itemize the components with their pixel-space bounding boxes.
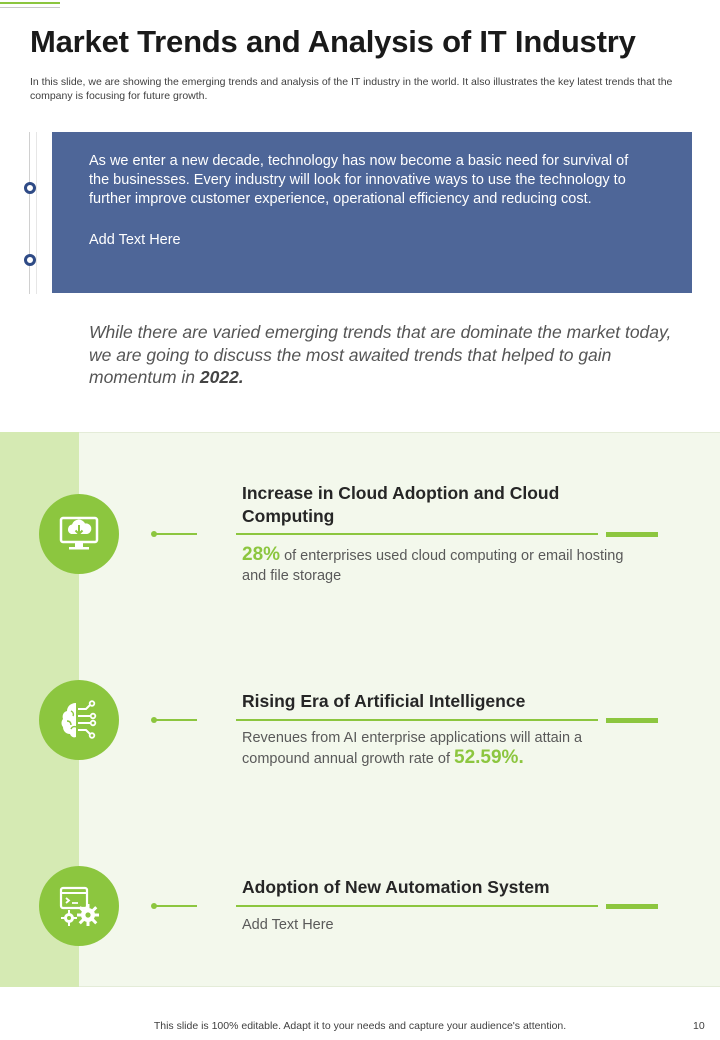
intro-text: As we enter a new decade, technology has now become a basic need for survival of the businesses. Every industry will look for innovative ways to use the technology to further improve customer experience, operational efficiency and reducing cost. bbox=[89, 153, 629, 207]
trend-title: Adoption of New Automation System bbox=[242, 877, 550, 897]
trend-connector bbox=[153, 719, 197, 721]
trend-title: Increase in Cloud Adoption and Cloud Computing bbox=[242, 483, 560, 526]
top-accent-rule-thin bbox=[0, 7, 60, 8]
trend-rule bbox=[236, 905, 598, 907]
cloud-computer-icon bbox=[39, 494, 119, 574]
top-accent-rule bbox=[0, 2, 60, 4]
timeline-dot bbox=[24, 182, 36, 194]
ai-brain-glyph bbox=[56, 697, 102, 743]
trend-description bbox=[242, 545, 642, 586]
trend-description[interactable]: Add Text Here bbox=[242, 917, 334, 933]
trend-rule-accent bbox=[606, 718, 658, 723]
trend-desc-text: of enterprises used cloud computing or email hosting and file storage bbox=[242, 548, 624, 584]
trend-rule-accent bbox=[606, 532, 658, 537]
trend-stat: 52.59% bbox=[454, 747, 519, 768]
quote-year: 2022. bbox=[199, 367, 244, 387]
quote-text bbox=[89, 321, 679, 389]
page-title: Market Trends and Analysis of IT Industry bbox=[30, 24, 636, 59]
timeline-line bbox=[29, 132, 30, 294]
quote-body: While there are varied emerging trends that are dominate the market today, we are going to discuss the most awaited trends that helped to gain momentum in bbox=[89, 322, 672, 387]
trend-stat: 28% bbox=[242, 544, 281, 565]
page-subtitle: In this slide, we are showing the emerging trends and analysis of the IT industry in the world. It also illustrates the key latest trends that the company is focusing for future growth. bbox=[30, 76, 673, 102]
intro-box bbox=[52, 132, 692, 293]
trend-rule-accent bbox=[606, 904, 658, 909]
trend-desc-text: Revenues from AI enterprise applications will attain a compound annual growth rate of bbox=[242, 730, 583, 767]
trend-rule bbox=[236, 719, 598, 721]
timeline-dot bbox=[24, 254, 36, 266]
footer-note: This slide is 100% editable. Adapt it to your needs and capture your audience's attention. bbox=[153, 1020, 567, 1032]
ai-brain-icon bbox=[39, 680, 119, 760]
automation-gears-icon bbox=[39, 866, 119, 946]
trend-description bbox=[242, 728, 642, 769]
intro-placeholder[interactable]: Add Text Here bbox=[89, 232, 181, 248]
trend-connector bbox=[153, 905, 197, 907]
cloud-computer-glyph bbox=[57, 512, 101, 556]
trend-title: Rising Era of Artificial Intelligence bbox=[242, 691, 526, 711]
trend-stat-suffix: . bbox=[518, 747, 524, 768]
timeline-line-secondary bbox=[36, 132, 37, 294]
page-number: 10 bbox=[693, 1020, 705, 1032]
trend-connector bbox=[153, 533, 197, 535]
trend-rule bbox=[236, 533, 598, 535]
automation-gears-glyph bbox=[56, 883, 102, 929]
